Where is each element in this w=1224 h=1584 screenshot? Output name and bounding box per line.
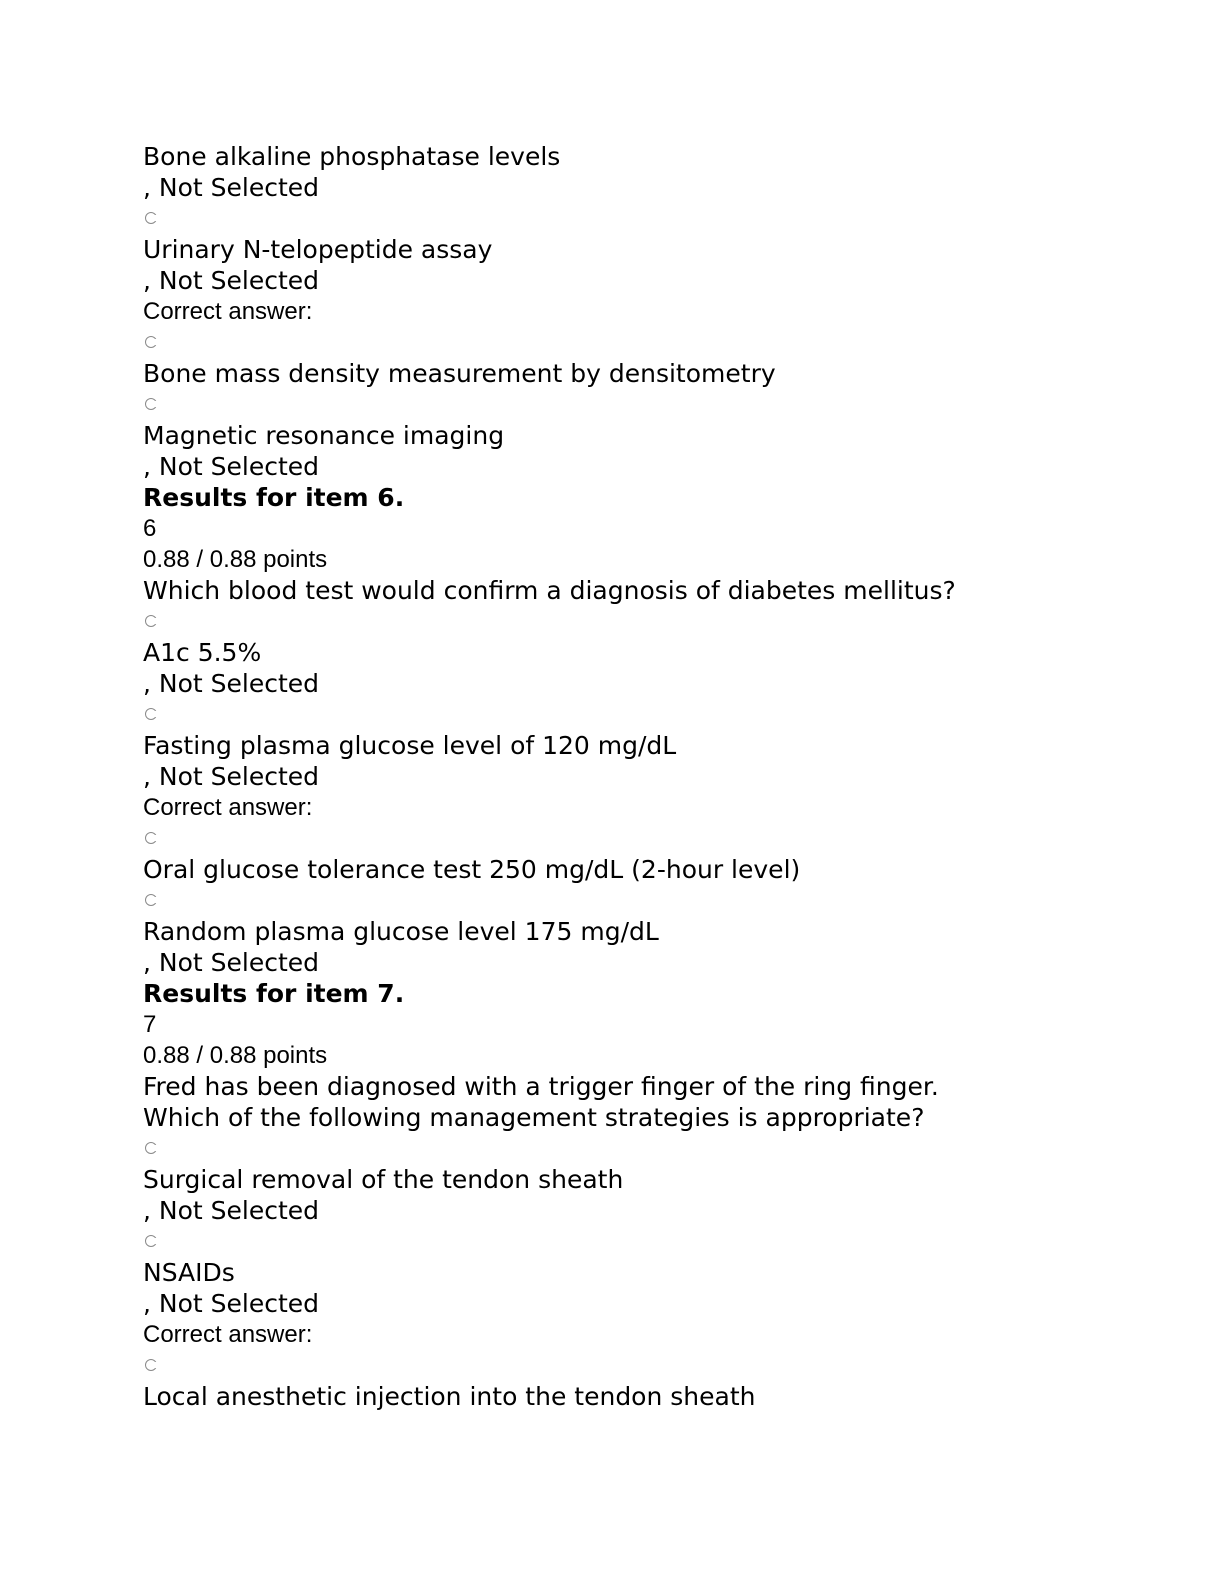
- not-selected-label: , Not Selected: [143, 452, 320, 481]
- answer-option-text: Magnetic resonance imaging: [143, 421, 505, 450]
- radio-button-icon[interactable]: [145, 336, 157, 348]
- radio-button-icon[interactable]: [145, 1142, 157, 1154]
- radio-button-row: [143, 823, 1143, 854]
- radio-button-row: [143, 1226, 1143, 1257]
- info-text: Correct answer:: [143, 794, 313, 821]
- not-selected-label: , Not Selected: [143, 762, 320, 791]
- quiz-results-page: [143, 141, 1143, 1412]
- info-text: Correct answer:: [143, 298, 313, 325]
- not-selected-label: , Not Selected: [143, 1289, 320, 1318]
- radio-button-row: [143, 1350, 1143, 1381]
- answer-option-text: Surgical removal of the tendon sheath: [143, 1165, 624, 1194]
- answer-option-text: A1c 5.5%: [143, 638, 262, 667]
- answer-option-text: Random plasma glucose level 175 mg/dL: [143, 917, 659, 946]
- radio-button-icon[interactable]: [145, 615, 157, 627]
- info-text: 0.88 / 0.88 points: [143, 546, 328, 573]
- radio-button-icon[interactable]: [145, 212, 157, 224]
- answer-option-text: Urinary N-telopeptide assay: [143, 235, 493, 264]
- info-text: 7: [143, 1011, 157, 1038]
- radio-button-row: [143, 885, 1143, 916]
- answer-option-text: Local anesthetic injection into the tendon sheath: [143, 1382, 756, 1411]
- radio-button-icon[interactable]: [145, 832, 157, 844]
- answer-option-text: Fasting plasma glucose level of 120 mg/dL: [143, 731, 677, 760]
- question-text: Fred has been diagnosed with a trigger finger of the ring finger.: [143, 1072, 939, 1101]
- info-text: 6: [143, 515, 157, 542]
- results-heading: Results for item 6.: [143, 483, 405, 512]
- results-heading: Results for item 7.: [143, 979, 405, 1008]
- answer-option-text: NSAIDs: [143, 1258, 235, 1287]
- not-selected-label: , Not Selected: [143, 1196, 320, 1225]
- radio-button-icon[interactable]: [145, 894, 157, 906]
- question-text: Which blood test would confirm a diagnosis of diabetes mellitus?: [143, 576, 956, 605]
- radio-button-icon[interactable]: [145, 1235, 157, 1247]
- radio-button-row: [143, 327, 1143, 358]
- answer-option-text: Oral glucose tolerance test 250 mg/dL (2-hour level): [143, 855, 801, 884]
- radio-button-row: [143, 389, 1143, 420]
- radio-button-row: [143, 203, 1143, 234]
- not-selected-label: , Not Selected: [143, 173, 320, 202]
- not-selected-label: , Not Selected: [143, 266, 320, 295]
- radio-button-icon[interactable]: [145, 708, 157, 720]
- radio-button-icon[interactable]: [145, 1359, 157, 1371]
- radio-button-row: [143, 699, 1143, 730]
- answer-option-text: Bone mass density measurement by densitometry: [143, 359, 776, 388]
- question-text: Which of the following management strategies is appropriate?: [143, 1103, 925, 1132]
- info-text: 0.88 / 0.88 points: [143, 1042, 328, 1069]
- not-selected-label: , Not Selected: [143, 669, 320, 698]
- info-text: Correct answer:: [143, 1321, 313, 1348]
- radio-button-icon[interactable]: [145, 398, 157, 410]
- radio-button-row: [143, 1133, 1143, 1164]
- radio-button-row: [143, 606, 1143, 637]
- not-selected-label: , Not Selected: [143, 948, 320, 977]
- answer-option-text: Bone alkaline phosphatase levels: [143, 142, 561, 171]
